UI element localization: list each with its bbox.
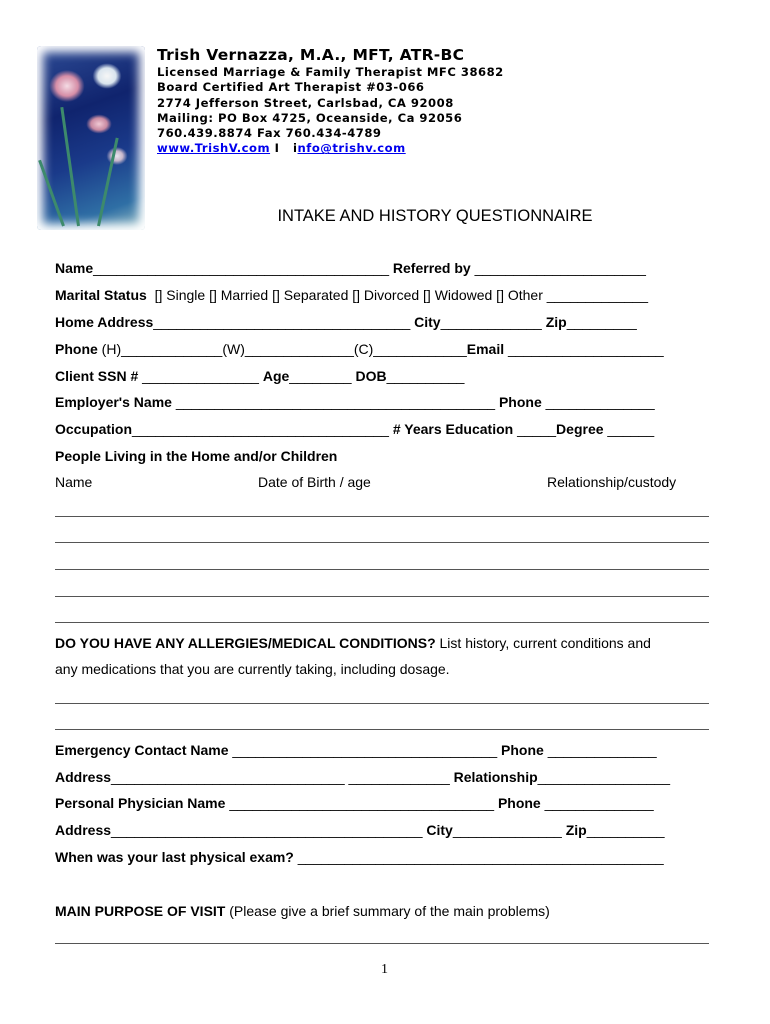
ssn-row: Client SSN # _______________ Age________ DOB__________	[55, 368, 465, 384]
column-dob: Date of Birth / age	[258, 474, 371, 490]
home-address-field[interactable]: _________________________________	[153, 314, 415, 330]
column-name: Name	[55, 474, 93, 490]
occupation-field[interactable]: _________________________________	[132, 421, 393, 437]
dob-field[interactable]: __________	[386, 368, 465, 384]
physician-field[interactable]: __________________________________	[229, 795, 498, 811]
physician-zip-field[interactable]: __________	[586, 822, 665, 838]
name-row: Name______________________________________ Referred by ______________________	[55, 260, 646, 276]
purpose-line-1[interactable]	[55, 943, 709, 944]
phone-fax: 760.439.8874 Fax 760.434-4789	[157, 126, 382, 141]
physician-phone-field[interactable]: ______________	[544, 795, 654, 811]
website-link[interactable]: www.TrishV.com	[157, 141, 271, 156]
name-field[interactable]: ______________________________________	[93, 260, 390, 276]
people-line-5[interactable]	[55, 622, 709, 623]
column-relationship: Relationship/custody	[547, 474, 677, 490]
street-address: 2774 Jefferson Street, Carlsbad, CA 92008	[157, 95, 454, 110]
separator: I i	[270, 141, 298, 156]
emergency-contact-row: Emergency Contact Name __________________________________ Phone ______________	[55, 742, 657, 758]
therapist-name: Trish Vernazza, M.A., MFT, ATR-BC	[157, 46, 465, 64]
allergies-line-1[interactable]	[55, 703, 709, 704]
home-address-row: Home Address_________________________________ City_____________ Zip_________	[55, 314, 637, 330]
allergies-instructions: any medications that you are currently taking, including dosage.	[55, 661, 450, 677]
people-line-1[interactable]	[55, 516, 709, 517]
people-line-4[interactable]	[55, 596, 709, 597]
physician-row: Personal Physician Name __________________________________ Phone ______________	[55, 795, 654, 811]
emergency-address-field[interactable]: ______________________________ _____________	[111, 769, 454, 785]
marital-status-row: Marital Status [] Single [] Married [] Separated [] Divorced [] Widowed [] Other _____________	[55, 287, 648, 303]
occupation-row: Occupation_________________________________ # Years Education _____Degree ______	[55, 421, 655, 437]
zip-field[interactable]: _________	[566, 314, 637, 330]
years-education-field[interactable]: _____	[517, 421, 557, 437]
license-line: Licensed Marriage & Family Therapist MFC 38682	[157, 65, 504, 79]
phone-fields[interactable]: (H)_____________(W)______________(C)____________	[97, 341, 467, 357]
page-number: 1	[381, 962, 388, 977]
artwork-image	[37, 46, 145, 230]
employer-row: Employer's Name _________________________________________ Phone ______________	[55, 394, 655, 410]
allergies-line-2[interactable]	[55, 729, 709, 730]
email-field[interactable]: ____________________	[504, 341, 664, 357]
city-field[interactable]: _____________	[440, 314, 546, 330]
physical-exam-field[interactable]: _______________________________________________	[297, 849, 664, 865]
physician-address-row: Address________________________________________ City______________ Zip__________	[55, 822, 665, 838]
people-line-3[interactable]	[55, 569, 709, 570]
degree-field[interactable]: ______	[607, 421, 655, 437]
people-line-2[interactable]	[55, 542, 709, 543]
employer-field[interactable]: _________________________________________	[175, 394, 499, 410]
allergies-question: DO YOU HAVE ANY ALLERGIES/MEDICAL CONDITIONS? List history, current conditions and	[55, 635, 651, 651]
people-heading: People Living in the Home and/or Children	[55, 448, 338, 464]
age-field[interactable]: ________	[289, 368, 356, 384]
certification-line: Board Certified Art Therapist #03-066	[157, 80, 425, 95]
physical-exam-row: When was your last physical exam? _______________________________________________	[55, 849, 664, 865]
employer-phone-field[interactable]: ______________	[545, 394, 655, 410]
document-title: INTAKE AND HISTORY QUESTIONNAIRE	[277, 207, 593, 225]
ssn-field[interactable]: _______________	[142, 368, 263, 384]
referred-by-field[interactable]: ______________________	[474, 260, 646, 276]
physician-city-field[interactable]: ______________	[452, 822, 566, 838]
emergency-contact-field[interactable]: __________________________________	[232, 742, 502, 758]
marital-status-options[interactable]: [] Single [] Married [] Separated [] Divorced [] Widowed [] Other _____________	[146, 287, 648, 303]
physician-address-field[interactable]: ________________________________________	[111, 822, 427, 838]
mailing-address: Mailing: PO Box 4725, Oceanside, Ca 92056	[157, 110, 463, 125]
email-link[interactable]: nfo@trishv.com	[297, 141, 406, 156]
emergency-address-row: Address______________________________ _____________ Relationship_________________	[55, 769, 671, 785]
letterhead	[157, 45, 504, 157]
emergency-phone-field[interactable]: ______________	[547, 742, 657, 758]
purpose-row: MAIN PURPOSE OF VISIT (Please give a brief summary of the main problems)	[55, 903, 550, 919]
phone-row: Phone (H)_____________(W)______________(C)____________Email ____________________	[55, 341, 664, 357]
relationship-field[interactable]: _________________	[537, 769, 671, 785]
